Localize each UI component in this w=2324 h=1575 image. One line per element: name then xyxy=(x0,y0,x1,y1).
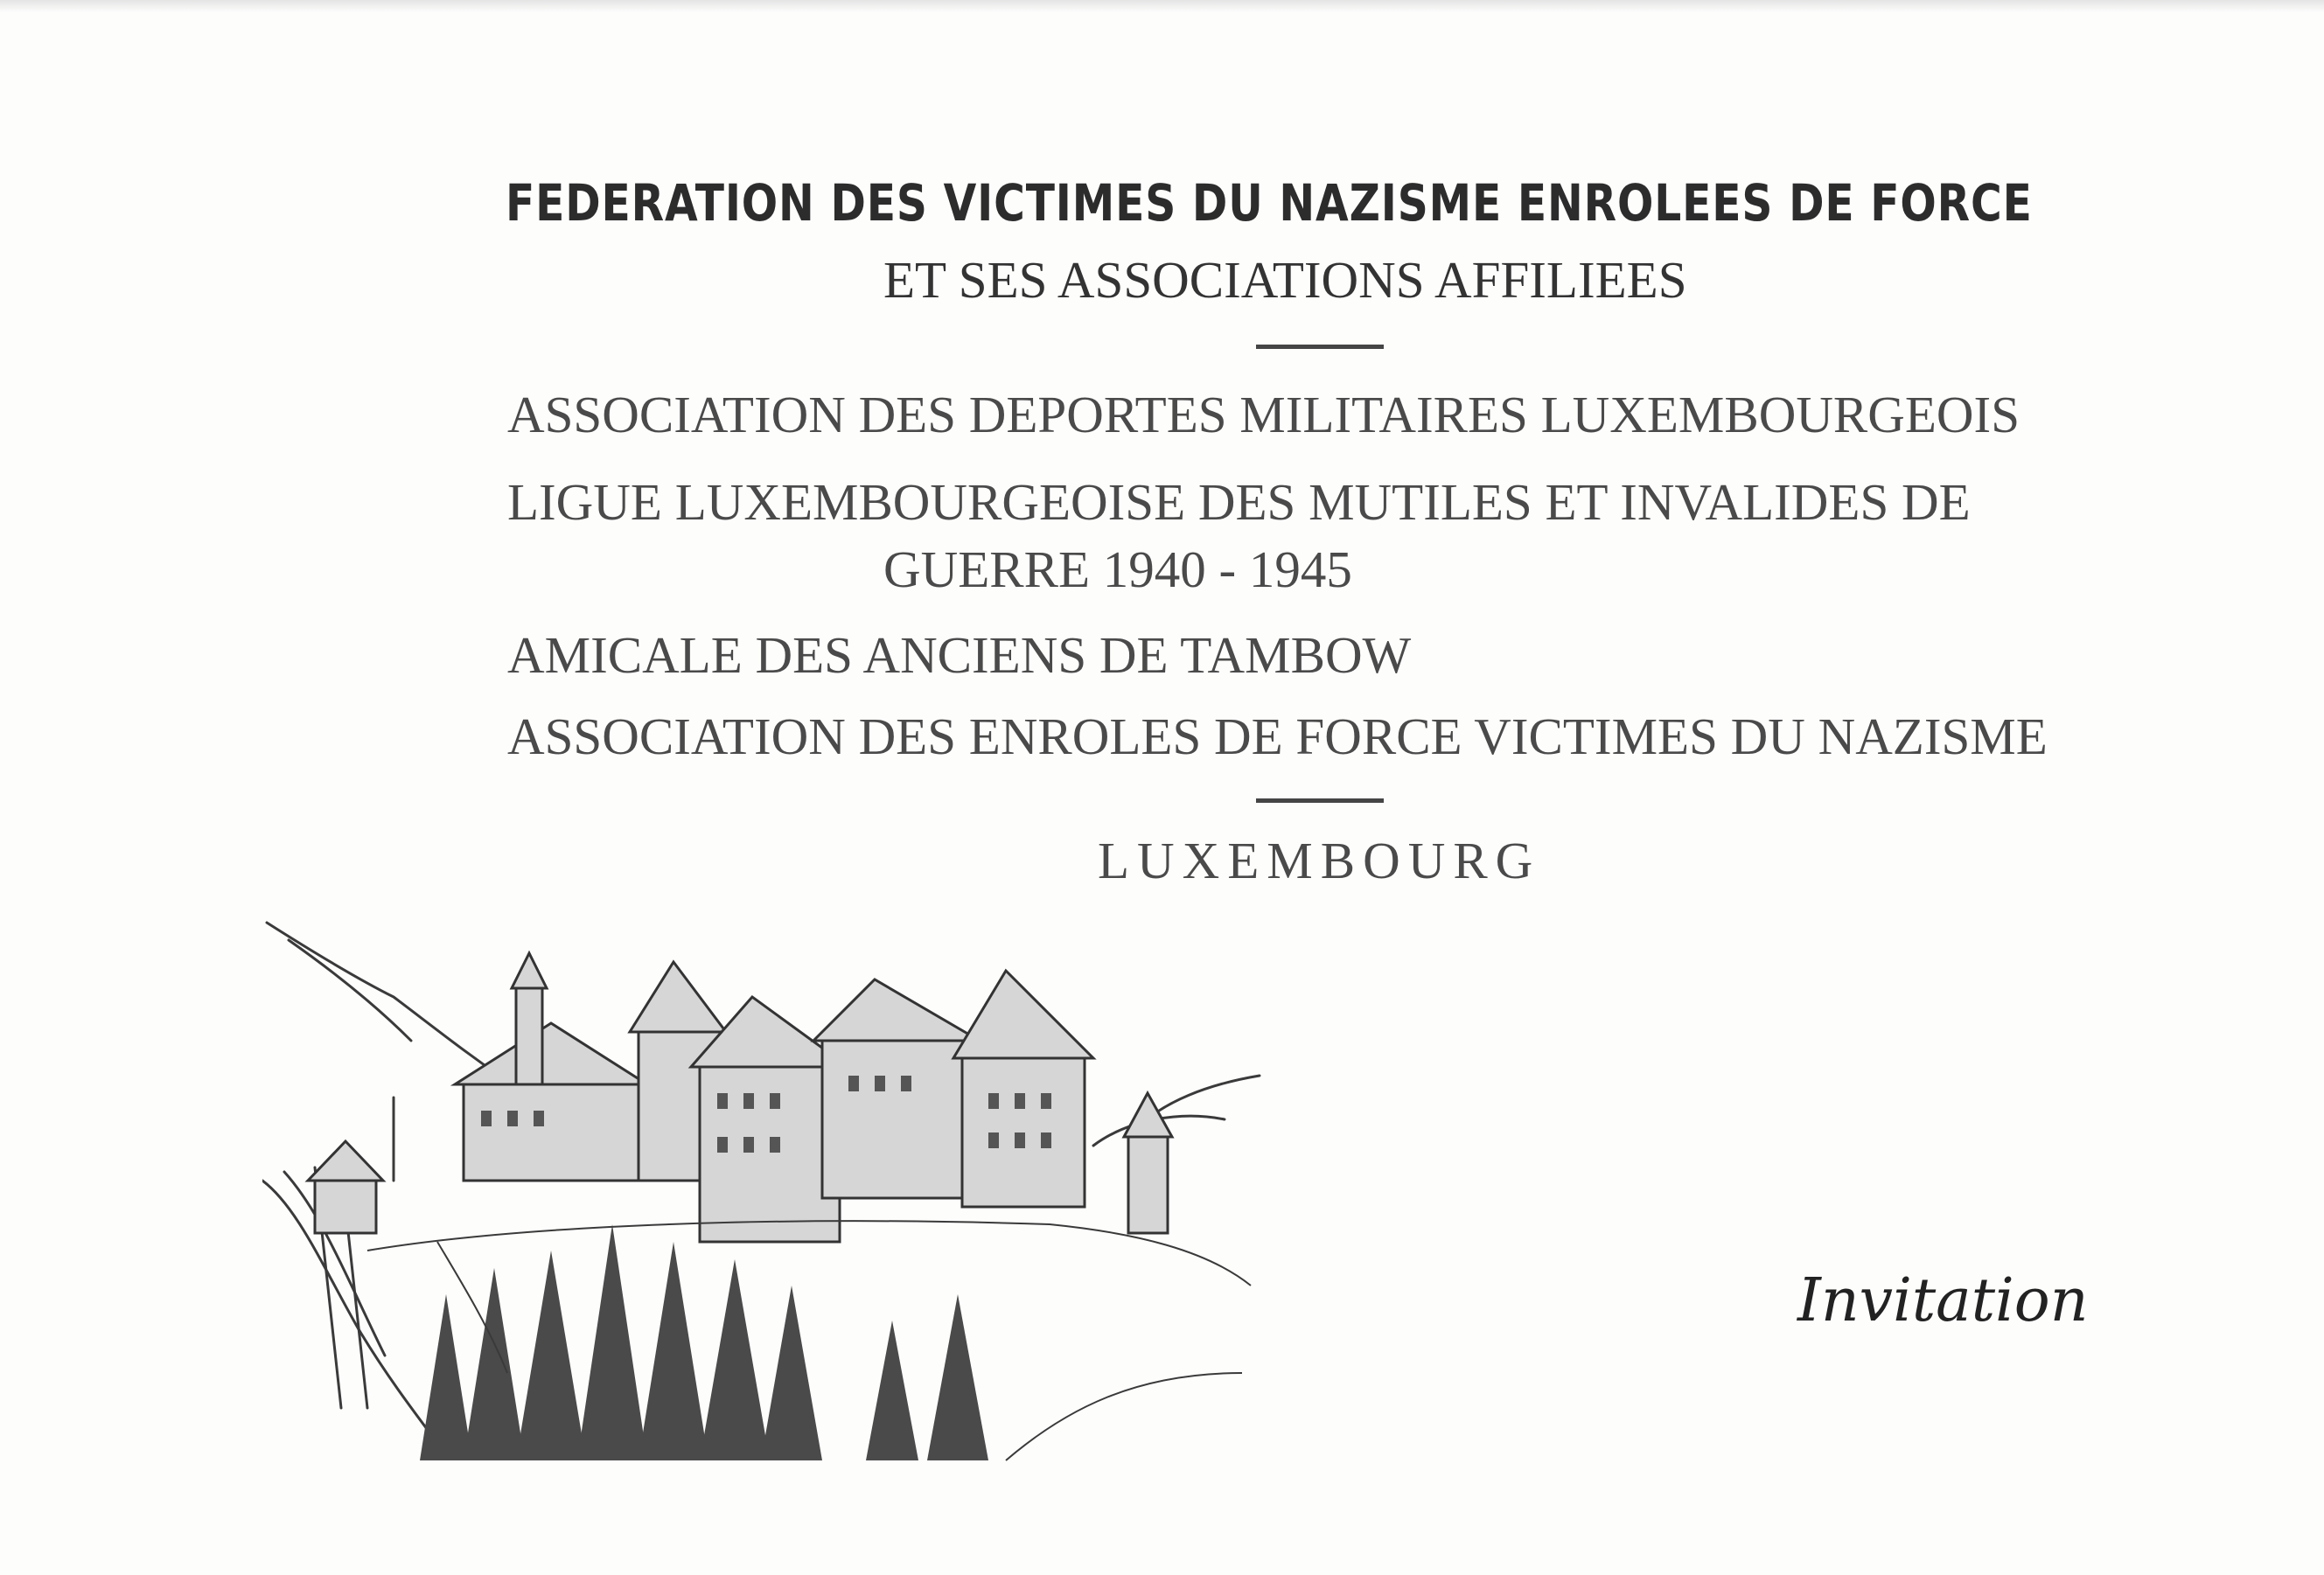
city-name: LUXEMBOURG xyxy=(1098,832,1541,889)
organization-line-2: LIGUE LUXEMBOURGEOISE DES MUTILES ET INVALIDES DE xyxy=(507,473,1971,531)
federation-heading: FEDERATION DES VICTIMES DU NAZISME ENROLEES DE FORCE xyxy=(506,173,2033,233)
organization-line-3: AMICALE DES ANCIENS DE TAMBOW xyxy=(507,626,1412,684)
divider-top xyxy=(1256,345,1384,349)
affiliates-subheading: ET SES ASSOCIATIONS AFFILIEES xyxy=(883,251,1687,309)
castle-landscape-icon xyxy=(262,918,1268,1478)
organization-line-4: ASSOCIATION DES ENROLES DE FORCE VICTIMES DU NAZISME xyxy=(507,707,2048,765)
organization-line-2-continued: GUERRE 1940 - 1945 xyxy=(883,540,1352,598)
paper-top-edge xyxy=(0,0,2324,12)
organization-line-1: ASSOCIATION DES DEPORTES MILITAIRES LUXEMBOURGEOIS xyxy=(507,386,2020,443)
invitation-label: Invitation xyxy=(1797,1266,2089,1335)
divider-bottom xyxy=(1256,798,1384,803)
